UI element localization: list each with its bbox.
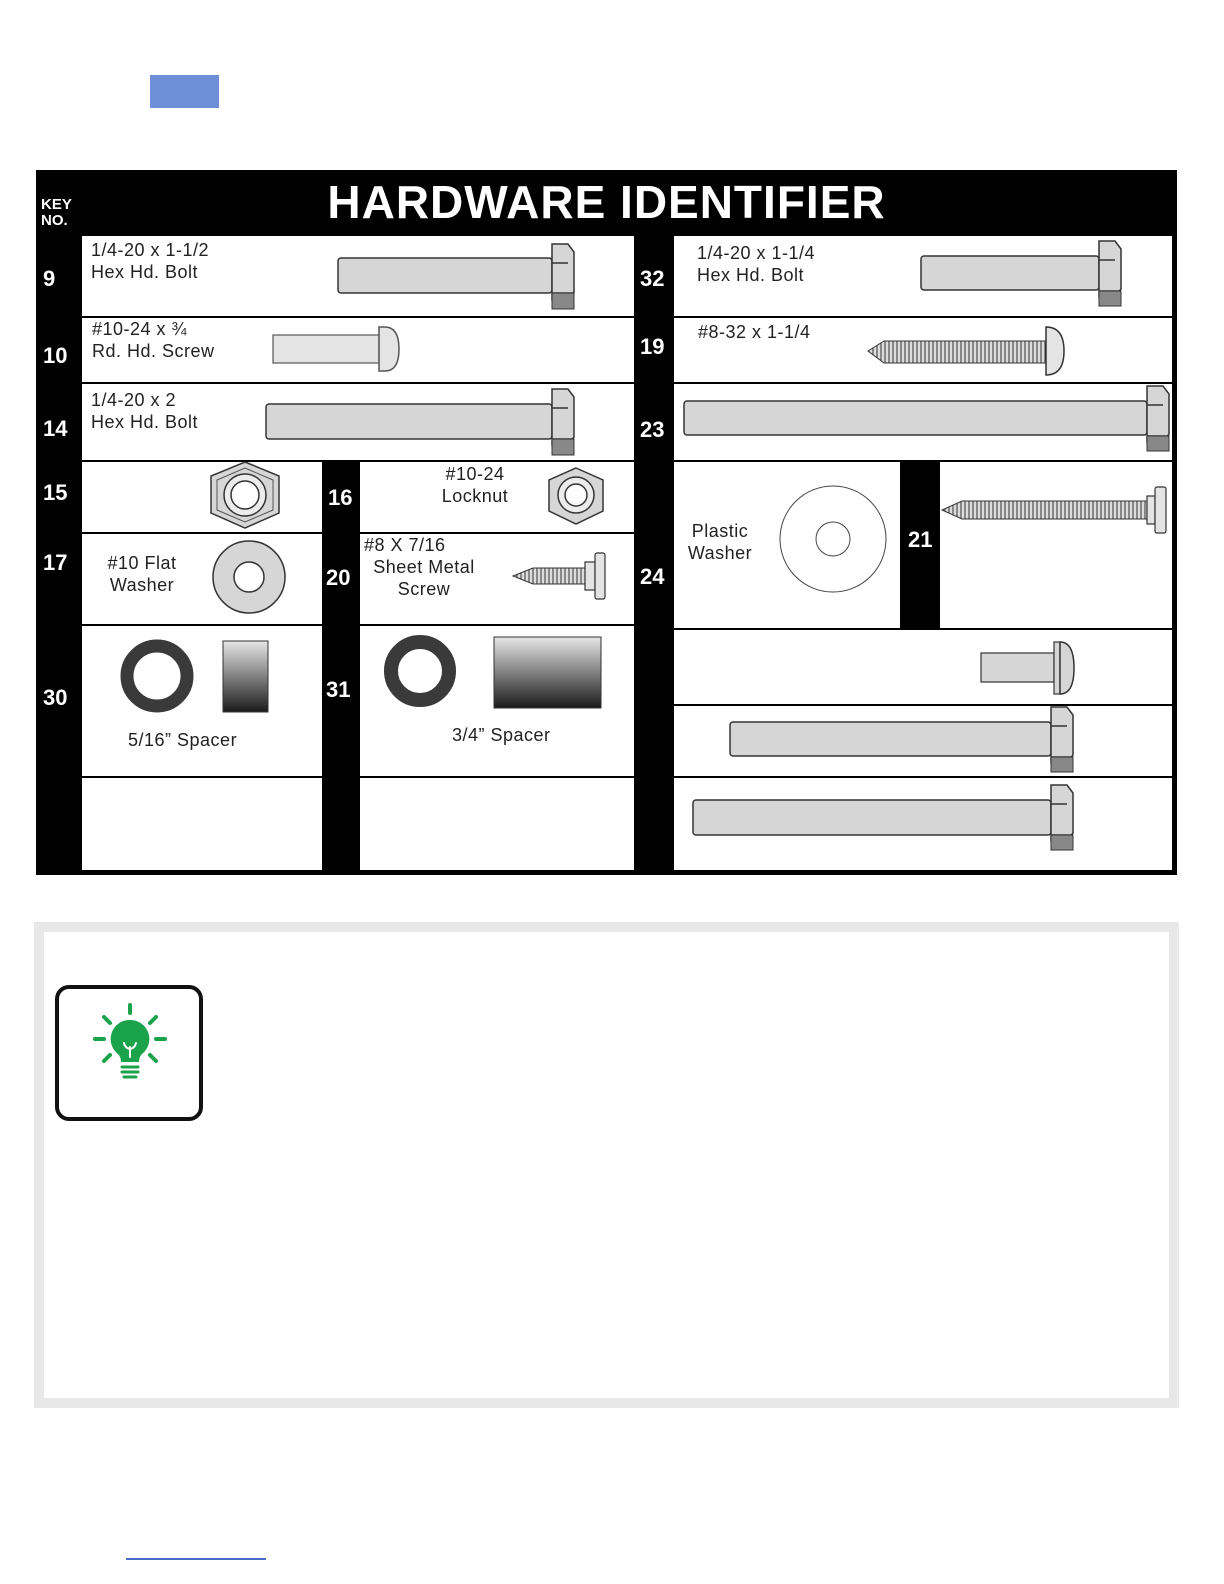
key-number-17: 17 <box>43 550 68 575</box>
label-14-type: Hex Hd. Bolt <box>91 412 199 432</box>
tip-content <box>44 932 1169 1398</box>
key-number-32: 32 <box>640 266 665 291</box>
label-17-type: Washer <box>109 575 175 595</box>
label-16-type: Locknut <box>441 486 509 506</box>
key-number-30: 30 <box>43 685 68 710</box>
key-number-20: 20 <box>326 565 351 590</box>
key-number-9: 9 <box>43 266 56 291</box>
key-number-21: 21 <box>908 527 933 552</box>
pan-head-screw-icon <box>981 642 1074 694</box>
tip-icon-frame <box>55 985 203 1121</box>
wood-screw-icon-21 <box>942 487 1166 533</box>
label-9-size: 1/4-20 x 1-1/2 <box>91 240 210 260</box>
key-number-15: 15 <box>43 480 68 505</box>
panel-title: HARDWARE IDENTIFIER <box>327 176 886 228</box>
label-31: 3/4” Spacer <box>452 725 551 745</box>
hex-bolt-icon-23 <box>684 386 1169 451</box>
key-number-19: 19 <box>640 334 665 359</box>
label-32-type: Hex Hd. Bolt <box>697 265 805 285</box>
key-number-23: 23 <box>640 417 665 442</box>
label-10-type: Rd. Hd. Screw <box>92 341 215 361</box>
hex-bolt-icon-unlabeled-1 <box>730 707 1073 772</box>
label-24-line2: Washer <box>687 543 753 563</box>
label-24-line1: Plastic <box>691 521 749 541</box>
key-number-10: 10 <box>43 343 68 368</box>
label-30: 5/16” Spacer <box>128 730 238 750</box>
lightbulb-icon <box>59 989 199 1117</box>
label-17-size: #10 Flat <box>107 553 177 573</box>
plastic-washer-icon-24 <box>780 486 886 592</box>
hex-bolt-icon-14 <box>266 389 574 455</box>
key-number-14: 14 <box>43 416 68 441</box>
footer-link-underline[interactable] <box>126 1558 266 1560</box>
label-20-type: Sheet Metal <box>373 557 475 577</box>
key-number-16: 16 <box>328 485 353 510</box>
hex-bolt-icon-unlabeled-2 <box>693 785 1073 850</box>
label-32-size: 1/4-20 x 1-1/4 <box>697 243 816 263</box>
key-label-line2: NO. <box>41 212 68 229</box>
label-9-type: Hex Hd. Bolt <box>91 262 199 282</box>
machine-screw-icon-19 <box>868 327 1064 375</box>
spacer-icon-31 <box>391 637 601 708</box>
label-20-size: #8 X 7/16 <box>364 535 446 555</box>
flat-washer-icon-17 <box>213 541 285 613</box>
round-head-screw-icon-10 <box>273 327 399 371</box>
hex-nut-icon-15 <box>211 462 279 528</box>
sheet-metal-screw-icon-20 <box>513 553 605 599</box>
key-label-line1: KEY <box>41 196 72 213</box>
locknut-icon-16 <box>549 468 603 524</box>
label-10-size: #10-24 x ¾ <box>92 319 188 339</box>
spacer-icon-30 <box>127 641 268 712</box>
label-14-size: 1/4-20 x 2 <box>91 390 177 410</box>
hex-bolt-icon-9 <box>338 244 574 309</box>
key-number-31: 31 <box>326 677 351 702</box>
label-19: #8-32 x 1-1/4 <box>698 322 811 342</box>
label-20-type2: Screw <box>397 579 451 599</box>
label-16-size: #10-24 <box>445 464 505 484</box>
key-number-24: 24 <box>640 564 665 589</box>
hex-bolt-icon-32 <box>921 241 1121 306</box>
